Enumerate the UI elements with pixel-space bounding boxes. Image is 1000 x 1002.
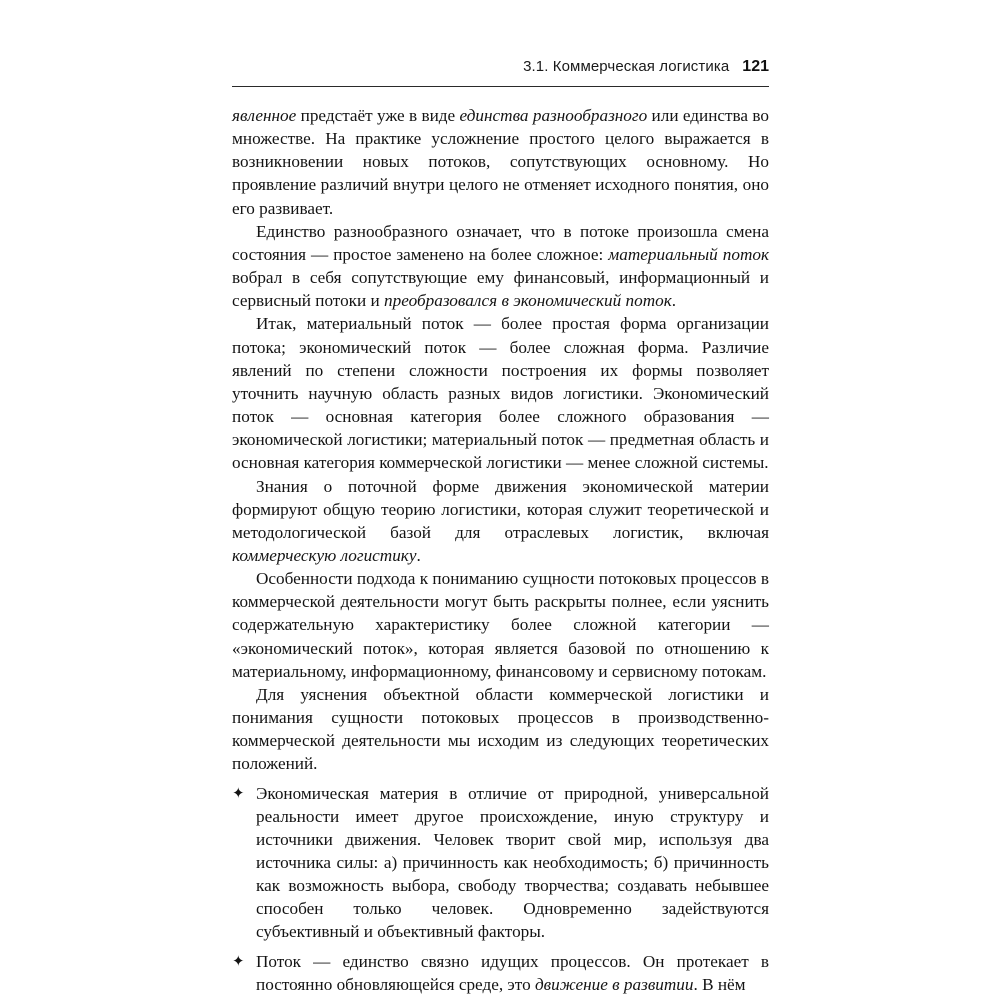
paragraph-2-emphasis-2: преобразовался в экономический поток bbox=[384, 291, 672, 311]
paragraph-4-text-1: Знания о поточной форме движения экономической материи формируют общую теорию логистики, которая служит теоретической и методологической базой для отраслевых логистик, включая bbox=[232, 476, 769, 542]
list-item-text: Экономическая материя в отличие от природной, универсальной реальности имеет другое происхождение, иную структуру и источники движения. Человек творит свой мир, используя два источника силы: а) причинность как необходимость; б) причинность как возможность выбора, свободу творчества; создавать небывшее способен только человек. Одновременно задействуются субъективный и объективный факторы. bbox=[256, 783, 769, 942]
four-pointed-star-icon: ✦ bbox=[232, 783, 245, 802]
paragraph-2-text-2: вобрал в себя сопутствующие ему финансовый, информационный и сервисный потоки и bbox=[232, 268, 769, 311]
list-item bbox=[232, 950, 769, 996]
list-item bbox=[232, 782, 769, 944]
list-item-text-1: Поток — единство связно идущих процессов. Он протекает в постоянно обновляющейся среде, это bbox=[256, 951, 769, 994]
list-item-text-2: . В нём bbox=[693, 974, 746, 994]
paragraph-1-emphasis-1: явленное bbox=[232, 106, 297, 125]
paragraph-1-text-1: предстаёт уже в виде bbox=[296, 106, 460, 125]
paragraph-3: Итак, материальный поток — более простая форма организации потока; экономический поток — более сложная форма. Различие явлений по степени сложности построения их формы позволяет уточнить научную область разных видов логистики. Экономический поток — основная категория более сложного образования — экономической логистики; материальный поток — предметная область и основная категория коммерческой логистики — менее сложной системы. bbox=[232, 314, 769, 473]
four-pointed-star-icon: ✦ bbox=[232, 951, 245, 970]
section-title: 3.1. Коммерческая логистика bbox=[523, 58, 730, 75]
header-rule bbox=[232, 86, 769, 87]
paragraph-4-text-2: . bbox=[416, 545, 421, 565]
paragraph-1-text-2: или единства во множестве. На практике усложнение простого целого выражается в возникновении новых потоков, сопутствующих основному. Но проявление различий внутри целого не отменяет исходного понятия, оно его развивает. bbox=[232, 106, 769, 218]
paragraph-4-emphasis-1: коммерческую логистику bbox=[232, 545, 417, 565]
paragraph-6: Для уяснения объектной области коммерческой логистики и понимания сущности потоковых процессов в производственно-коммерческой деятельности мы исходим из следующих теоретических положений. bbox=[232, 684, 769, 774]
running-header bbox=[232, 58, 769, 84]
paragraph-2 bbox=[232, 220, 769, 313]
list-item-emphasis: движение в развитии bbox=[534, 974, 694, 994]
paragraph-1-emphasis-2: единства разнообразного bbox=[459, 106, 648, 125]
page-number: 121 bbox=[742, 58, 769, 75]
paragraph-5: Особенности подхода к пониманию сущности потоковых процессов в коммерческой деятельности могут быть раскрыты полнее, если уяснить содержательную характеристику более сложной категории — «экономический поток», которая является базовой по отношению к материальному, информационному, финансовому и сервисному потокам. bbox=[232, 569, 769, 681]
paragraph-2-text-3: . bbox=[671, 291, 677, 311]
paragraph-2-text-1: Единство разнообразного означает, что в потоке произошла смена состояния — простое заменено на более сложное: bbox=[232, 221, 769, 264]
paragraph-1 bbox=[232, 104, 769, 220]
bullet-list bbox=[232, 782, 769, 996]
paragraph-2-emphasis-1: материальный поток bbox=[608, 244, 769, 264]
paragraph-4 bbox=[232, 475, 769, 568]
page-body bbox=[232, 104, 769, 1002]
